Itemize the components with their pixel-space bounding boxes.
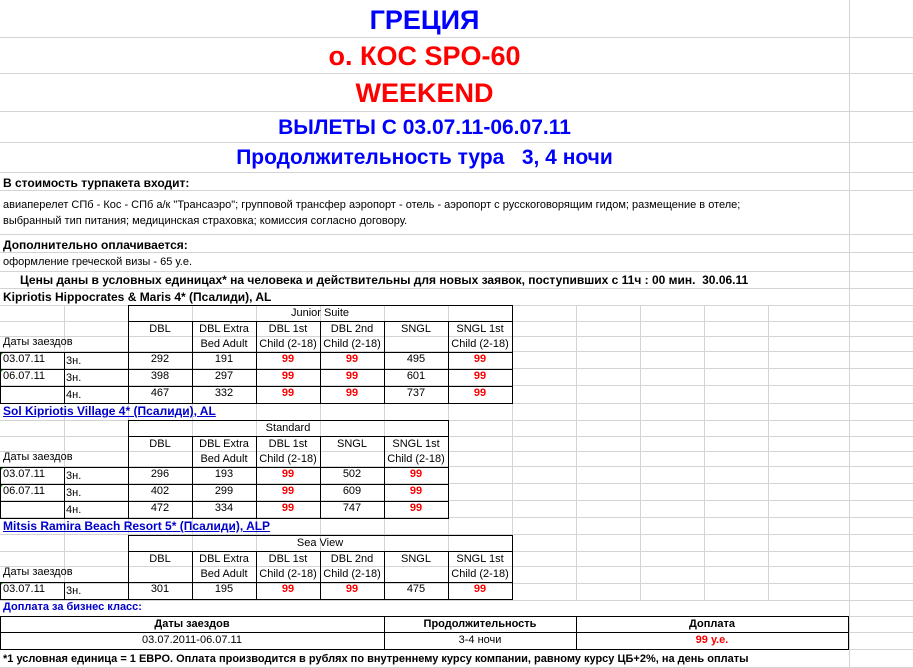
- price-cell: 99: [281, 370, 295, 382]
- column-header-line1: DBL Extra: [199, 323, 249, 335]
- column-header-line1: DBL Extra: [199, 553, 249, 565]
- price-cell: 299: [214, 485, 234, 497]
- price-cell: 292: [150, 353, 170, 365]
- price-cell: 402: [150, 485, 170, 497]
- column-header-line1: SNGL: [337, 438, 367, 450]
- price-cell: 99: [281, 387, 295, 399]
- price-cell: 99: [473, 370, 487, 382]
- room-type: Standard: [265, 422, 311, 434]
- price-cell: 191: [214, 353, 234, 365]
- price-cell: 609: [342, 485, 362, 497]
- price-cell: 99: [281, 583, 295, 595]
- column-header-line1: SNGL: [401, 553, 431, 565]
- nights: 3н.: [66, 487, 82, 499]
- price-cell: 99: [345, 387, 359, 399]
- price-cell: 334: [214, 502, 234, 514]
- title-island: о. КОС SPO-60: [328, 41, 521, 71]
- price-cell: 99: [473, 353, 487, 365]
- column-header-line1: DBL: [149, 438, 171, 450]
- price-cell: 495: [406, 353, 426, 365]
- nights: 3н.: [66, 372, 82, 384]
- room-type: Sea View: [296, 537, 344, 549]
- column-header-line1: DBL 2nd: [330, 323, 374, 335]
- dates-label: Даты заездов: [3, 336, 73, 348]
- price-cell: 99: [473, 583, 487, 595]
- includes-line-2: выбранный тип питания; медицинская страховка; комиссия согласно договору.: [3, 215, 408, 227]
- price-cell: 99: [281, 485, 295, 497]
- price-cell: 601: [406, 370, 426, 382]
- dates-label: Даты заездов: [3, 451, 73, 463]
- column-header-line1: DBL: [149, 323, 171, 335]
- title-country: ГРЕЦИЯ: [369, 5, 480, 35]
- column-header-line2: Child (2-18): [259, 453, 317, 465]
- price-cell: 296: [150, 468, 170, 480]
- business-header-dates: Даты заездов: [154, 618, 230, 630]
- prices-note: Цены даны в условных единицах* на человека и действительны для новых заявок, поступивших с 11ч : 00 мин. 30.06.11: [20, 273, 749, 287]
- price-cell: 502: [342, 468, 362, 480]
- includes-label: В стоимость турпакета входит:: [3, 176, 190, 190]
- nights: 3н.: [66, 470, 82, 482]
- title-offer: WEEKEND: [355, 78, 494, 108]
- column-header-line2: Bed Adult: [200, 568, 248, 580]
- column-header-line2: Child (2-18): [451, 568, 509, 580]
- price-cell: 467: [150, 387, 170, 399]
- price-cell: 332: [214, 387, 234, 399]
- includes-line-1: авиаперелет СПб - Кос - СПб а/к "Трансаэро"; групповой трансфер аэропорт - отель - аэропорт с русскоговорящим гидом; размещение в отеле;: [3, 199, 741, 211]
- column-header-line1: DBL 1st: [268, 438, 308, 450]
- business-price: 99 у.е.: [695, 634, 729, 646]
- price-cell: 301: [150, 583, 170, 595]
- price-cell: 472: [150, 502, 170, 514]
- footnote: *1 условная единица = 1 ЕВРО. Оплата производится в рублях по внутреннему курсу компании, равному курсу ЦБ+2%, на день оплаты: [3, 653, 749, 665]
- business-header-duration: Продолжительность: [423, 618, 537, 630]
- column-header-line1: DBL Extra: [199, 438, 249, 450]
- column-header-line1: SNGL: [401, 323, 431, 335]
- column-header-line1: SNGL 1st: [456, 323, 504, 335]
- price-cell: 99: [281, 502, 295, 514]
- column-header-line1: SNGL 1st: [392, 438, 440, 450]
- nights: 4н.: [66, 504, 82, 516]
- business-header-price: Доплата: [689, 618, 735, 630]
- visa-fee: оформление греческой визы - 65 у.е.: [3, 256, 193, 268]
- price-cell: 297: [214, 370, 234, 382]
- nights: 4н.: [66, 389, 82, 401]
- column-header-line1: SNGL 1st: [456, 553, 504, 565]
- arrival-date: 06.07.11: [3, 370, 46, 382]
- price-cell: 99: [409, 485, 423, 497]
- column-header-line2: Child (2-18): [259, 338, 317, 350]
- price-cell: 737: [406, 387, 426, 399]
- nights: 3н.: [66, 355, 82, 367]
- arrival-date: 06.07.11: [3, 485, 46, 497]
- column-header-line2: Child (2-18): [259, 568, 317, 580]
- arrival-date: 03.07.11: [3, 468, 46, 480]
- arrival-date: 03.07.11: [3, 583, 46, 595]
- price-cell: 99: [473, 387, 487, 399]
- arrival-date: 03.07.11: [3, 353, 46, 365]
- room-type: Junior Suite: [290, 307, 350, 319]
- price-cell: 99: [345, 370, 359, 382]
- dates-label: Даты заездов: [3, 566, 73, 578]
- column-header-line1: DBL 2nd: [330, 553, 374, 565]
- title-flights: ВЫЛЕТЫ С 03.07.11-06.07.11: [278, 116, 571, 139]
- business-class-label: Доплата за бизнес класс:: [3, 601, 142, 613]
- price-cell: 99: [281, 353, 295, 365]
- column-header-line1: DBL 1st: [268, 323, 308, 335]
- price-cell: 398: [150, 370, 170, 382]
- column-header-line1: DBL 1st: [268, 553, 308, 565]
- price-cell: 475: [406, 583, 426, 595]
- column-header-line1: DBL: [149, 553, 171, 565]
- column-header-line2: Child (2-18): [323, 338, 381, 350]
- price-cell: 195: [214, 583, 234, 595]
- price-cell: 99: [409, 502, 423, 514]
- nights: 3н.: [66, 585, 82, 597]
- title-duration: Продолжительность тура 3, 4 ночи: [236, 146, 613, 169]
- hotel-name: Kipriotis Hippocrates & Maris 4* (Псалиди), AL: [3, 290, 272, 304]
- price-cell: 99: [281, 468, 295, 480]
- column-header-line2: Child (2-18): [323, 568, 381, 580]
- price-cell: 99: [345, 353, 359, 365]
- price-cell: 99: [409, 468, 423, 480]
- business-duration: 3-4 ночи: [458, 634, 502, 646]
- price-cell: 193: [214, 468, 234, 480]
- hotel-name[interactable]: Mitsis Ramira Beach Resort 5* (Псалиди), ALP: [3, 519, 271, 533]
- price-cell: 99: [345, 583, 359, 595]
- hotel-name[interactable]: Sol Kipriotis Village 4* (Псалиди), AL: [3, 404, 216, 418]
- column-header-line2: Bed Adult: [200, 338, 248, 350]
- column-header-line2: Child (2-18): [451, 338, 509, 350]
- extra-label: Дополнительно оплачивается:: [3, 238, 188, 252]
- business-dates: 03.07.2011-06.07.11: [142, 634, 242, 646]
- column-header-line2: Child (2-18): [387, 453, 445, 465]
- column-header-line2: Bed Adult: [200, 453, 248, 465]
- price-cell: 747: [342, 502, 362, 514]
